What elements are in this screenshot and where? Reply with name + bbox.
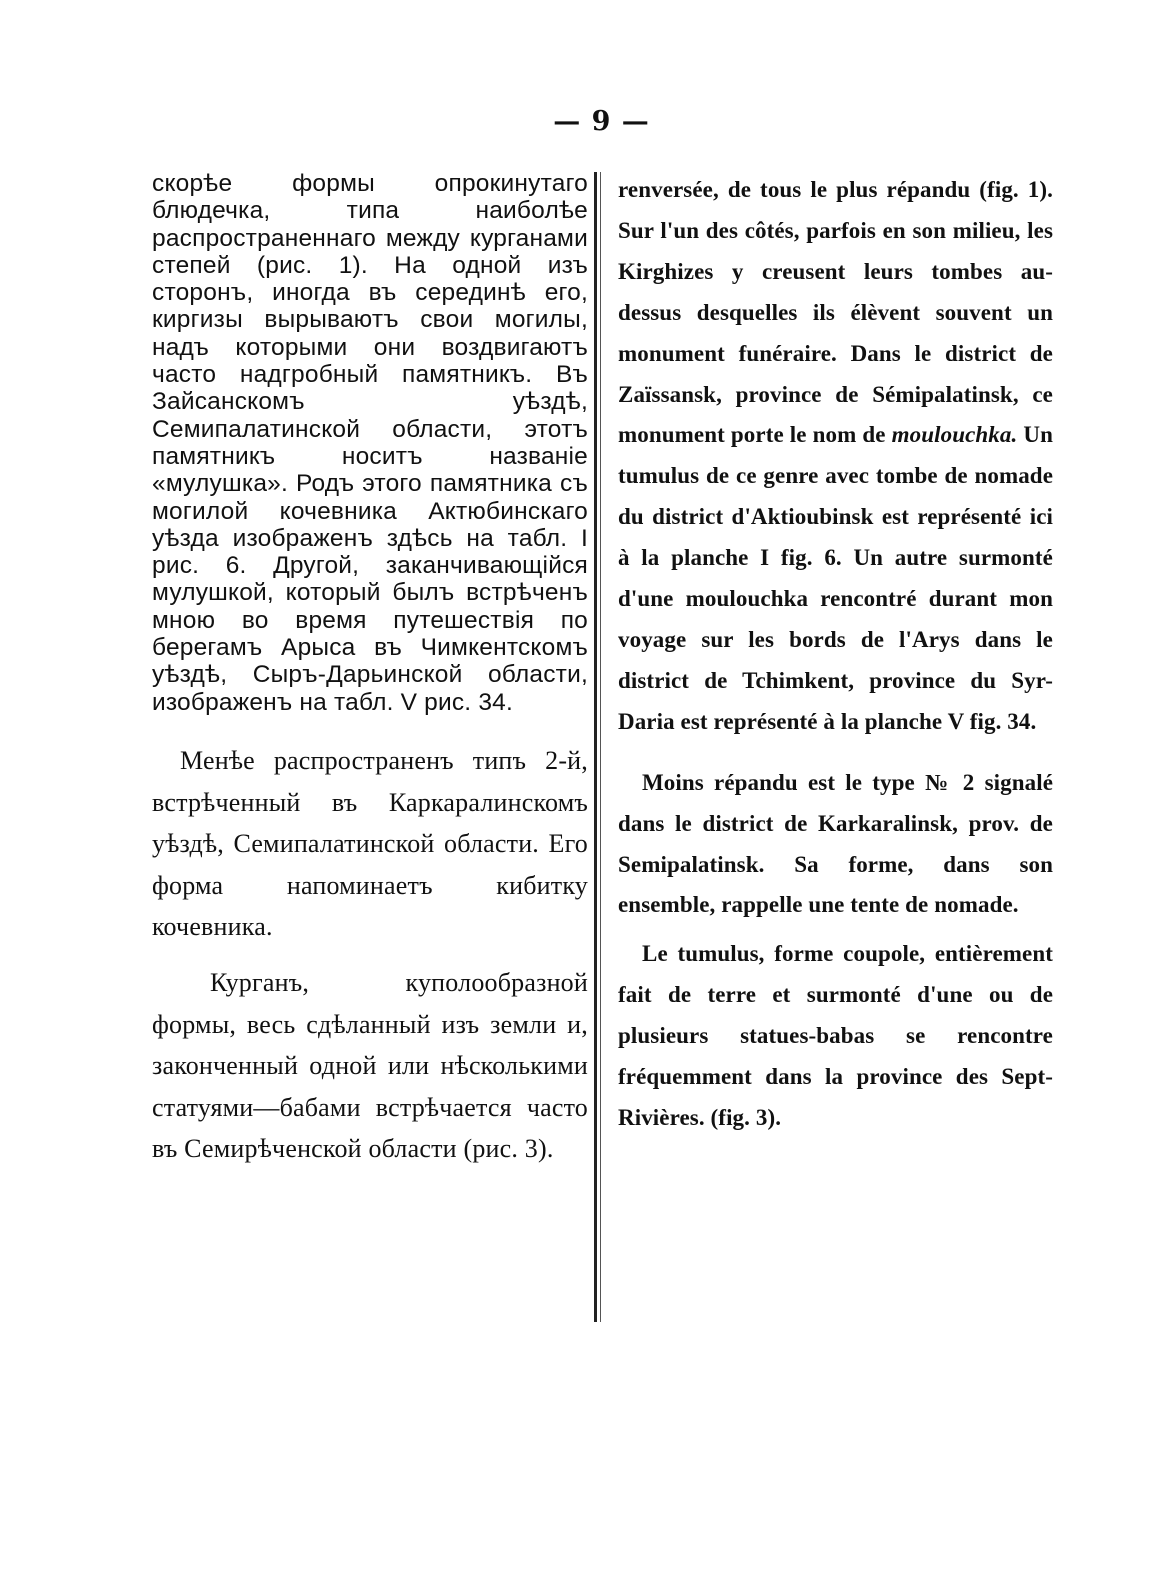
russian-paragraph-3: Курганъ, куполообразной формы, весь сдѣланный изъ земли и, законченный одной или нѣсколькими статуями—бабами встрѣчается часто въ Семирѣченской области (рис. 3). [152, 967, 588, 1164]
russian-column [152, 170, 588, 1170]
french-paragraph-1-end: Un tumulus de ce genre avec tombe de nomade du district d'Aktioubinsk est représenté ici à la planche I fig. 6. Un autre surmonté d'une moulouchka rencontré durant mon voyage sur les bords de l'Arys dans le district de Tchimkent, province du Syr-Daria est représenté à la planche V fig. 34. [618, 422, 1053, 734]
russian-paragraph-1: скорѣе формы опрокинутаго блюдечка, типа наиболѣе распространеннаго между курганами степей (рис. 1). На одной изъ сторонъ, иногда въ серединѣ его, киргизы вырываютъ свои могилы, надъ которыми они воздвигаютъ часто надгробный памятникъ. Въ Зайсанскомъ уѣздѣ, Семипалатинской области, этотъ памятникъ носитъ названіе «мулушка». Родъ этого памятника съ могилой кочевника Актюбинскаго уѣзда изображенъ здѣсь на табл. I рис. 6. Другой, заканчивающійся мулушкой, который былъ встрѣченъ мною во время путешествія по берегамъ Арыса въ Чимкентскомъ уѣздѣ, Сыръ-Дарьинской области, изображенъ на табл. V рис. 34. [152, 170, 588, 716]
french-column [618, 170, 1053, 1139]
french-paragraph-1 [618, 170, 1053, 743]
page-number: — 9 — [553, 106, 650, 137]
column-divider-thin [600, 172, 601, 1322]
french-paragraph-2: Moins répandu est le type № 2 signalé dans le district de Karkaralinsk, prov. de Semipalatinsk. Sa forme, dans son ensemble, rappelle une tente de nomade. [618, 769, 1053, 918]
french-paragraph-1-start: renversée, de tous le plus répandu (fig. 1). Sur l'un des côtés, parfois en son milieu, les Kirghizes y creusent leurs tombes au-dessus desquelles ils élèvent souvent un monument funéraire. Dans le district de Zaïssansk, province de Sémipalatinsk, ce monument porte le nom de [618, 177, 1053, 448]
french-italic-term: moulouchka. [891, 422, 1018, 448]
french-paragraph-3: Le tumulus, forme coupole, entièrement fait de terre et surmonté d'une ou de plusieurs statues-babas se rencontre fréquemment dans la province des Sept-Rivières. (fig. 3). [618, 941, 1053, 1130]
russian-paragraph-2: Менѣе распространенъ типъ 2-й, встрѣченный въ Каркаралинскомъ уѣздѣ, Семипалатинской области. Его форма напоминаетъ кибитку кочевника. [152, 745, 588, 942]
column-divider [594, 172, 597, 1322]
